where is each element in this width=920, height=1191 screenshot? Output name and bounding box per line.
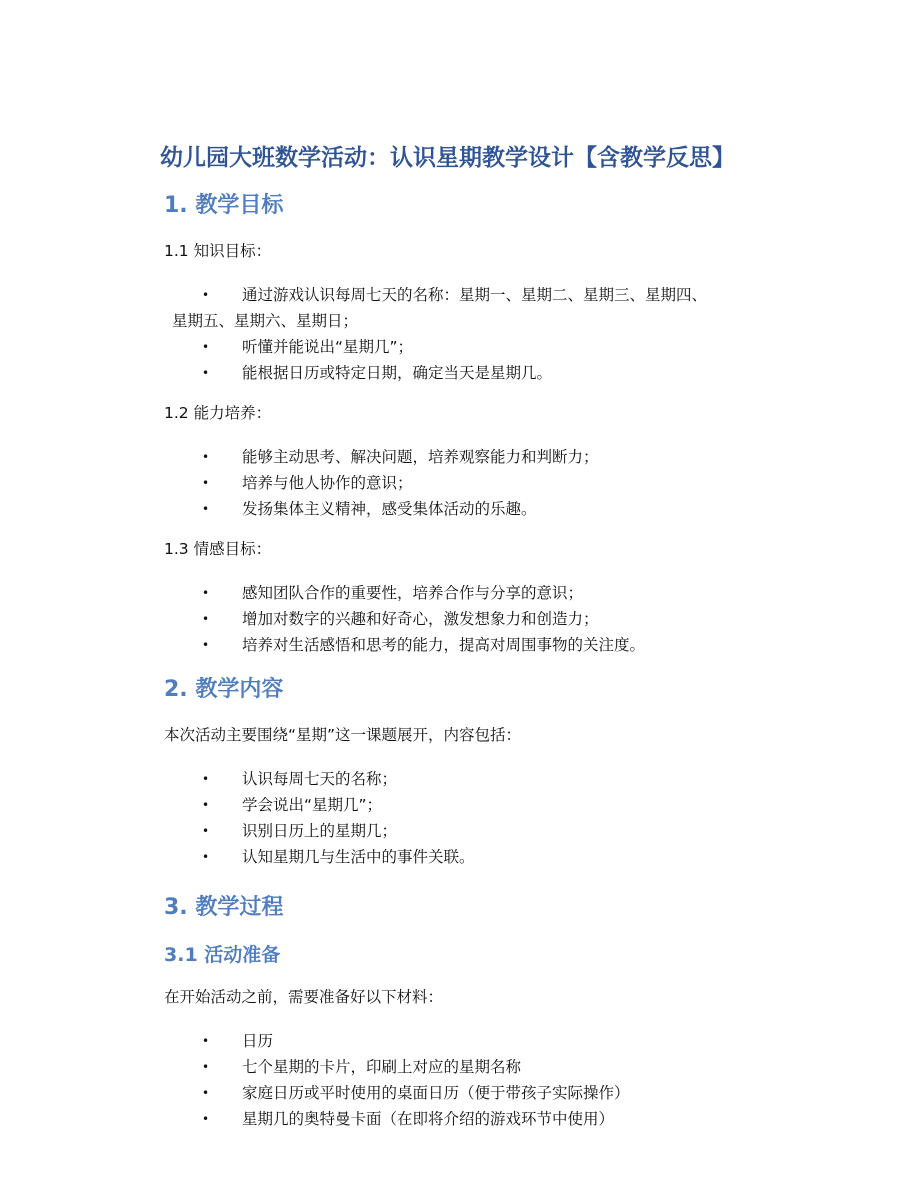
list-item: • 能够主动思考、解决问题，培养观察能力和判断力； xyxy=(164,444,804,470)
section-3-1-intro: 在开始活动之前，需要准备好以下材料： xyxy=(164,988,444,1006)
section-1-2-label: 1.2 能力培养： xyxy=(164,404,272,422)
list-item: • 培养与他人协作的意识； xyxy=(164,470,804,496)
bullet-icon: • xyxy=(202,476,210,490)
bullet-icon: • xyxy=(202,1034,210,1048)
list-item: • 家庭日历或平时使用的桌面日历（便于带孩子实际操作） xyxy=(164,1080,804,1106)
list-item: • 识别日历上的星期几； xyxy=(164,818,804,844)
list-item: • 能根据日历或特定日期，确定当天是星期几。 xyxy=(164,360,804,386)
list-item: • 发扬集体主义精神，感受集体活动的乐趣。 xyxy=(164,496,804,522)
list-item: • 学会说出“星期几”； xyxy=(164,792,804,818)
list-item: • 日历 xyxy=(164,1028,804,1054)
list-item: • 感知团队合作的重要性，培养合作与分享的意识； xyxy=(164,580,804,606)
section-2-intro: 本次活动主要围绕“星期”这一课题展开，内容包括： xyxy=(164,726,522,744)
list-item: • 通过游戏认识每周七天的名称：星期一、星期二、星期三、星期四、 xyxy=(164,282,804,308)
bullet-icon: • xyxy=(202,340,210,354)
section-1-1-label: 1.1 知识目标： xyxy=(164,242,272,260)
section-3-1-heading: 3.1 活动准备 xyxy=(164,944,281,966)
section-2-heading: 2. 教学内容 xyxy=(164,677,284,702)
section-3-1-list xyxy=(164,1028,804,1132)
list-item: • 七个星期的卡片，印刷上对应的星期名称 xyxy=(164,1054,804,1080)
section-2-list xyxy=(164,766,804,870)
bullet-icon: • xyxy=(202,366,210,380)
bullet-icon: • xyxy=(202,1086,210,1100)
bullet-icon: • xyxy=(202,502,210,516)
section-3-heading: 3. 教学过程 xyxy=(164,895,284,920)
document-body xyxy=(160,140,804,1132)
bullet-icon: • xyxy=(202,288,210,302)
section-1-3-label: 1.3 情感目标： xyxy=(164,540,272,558)
section-1-1-list xyxy=(164,282,804,386)
list-item: • 增加对数字的兴趣和好奇心，激发想象力和创造力； xyxy=(164,606,804,632)
list-item: • 星期几的奥特曼卡面（在即将介绍的游戏环节中使用） xyxy=(164,1106,804,1132)
list-item: • 培养对生活感悟和思考的能力，提高对周围事物的关注度。 xyxy=(164,632,804,658)
list-item: • 认知星期几与生活中的事件关联。 xyxy=(164,844,804,870)
bullet-icon: • xyxy=(202,638,210,652)
bullet-icon: • xyxy=(202,1112,210,1126)
bullet-icon: • xyxy=(202,450,210,464)
bullet-icon: • xyxy=(202,798,210,812)
list-item: • 认识每周七天的名称； xyxy=(164,766,804,792)
bullet-icon: • xyxy=(202,850,210,864)
list-item: • 听懂并能说出“星期几”； xyxy=(164,334,804,360)
section-1-3-list xyxy=(164,580,804,658)
bullet-icon: • xyxy=(202,586,210,600)
section-1-heading: 1. 教学目标 xyxy=(164,193,284,218)
bullet-icon: • xyxy=(202,824,210,838)
document-title: 幼儿园大班数学活动：认识星期教学设计【含教学反思】 xyxy=(160,145,735,171)
list-item-continuation: 星期五、星期六、星期日； xyxy=(172,312,359,330)
bullet-icon: • xyxy=(202,1060,210,1074)
bullet-icon: • xyxy=(202,772,210,786)
bullet-icon: • xyxy=(202,612,210,626)
section-1-2-list xyxy=(164,444,804,522)
